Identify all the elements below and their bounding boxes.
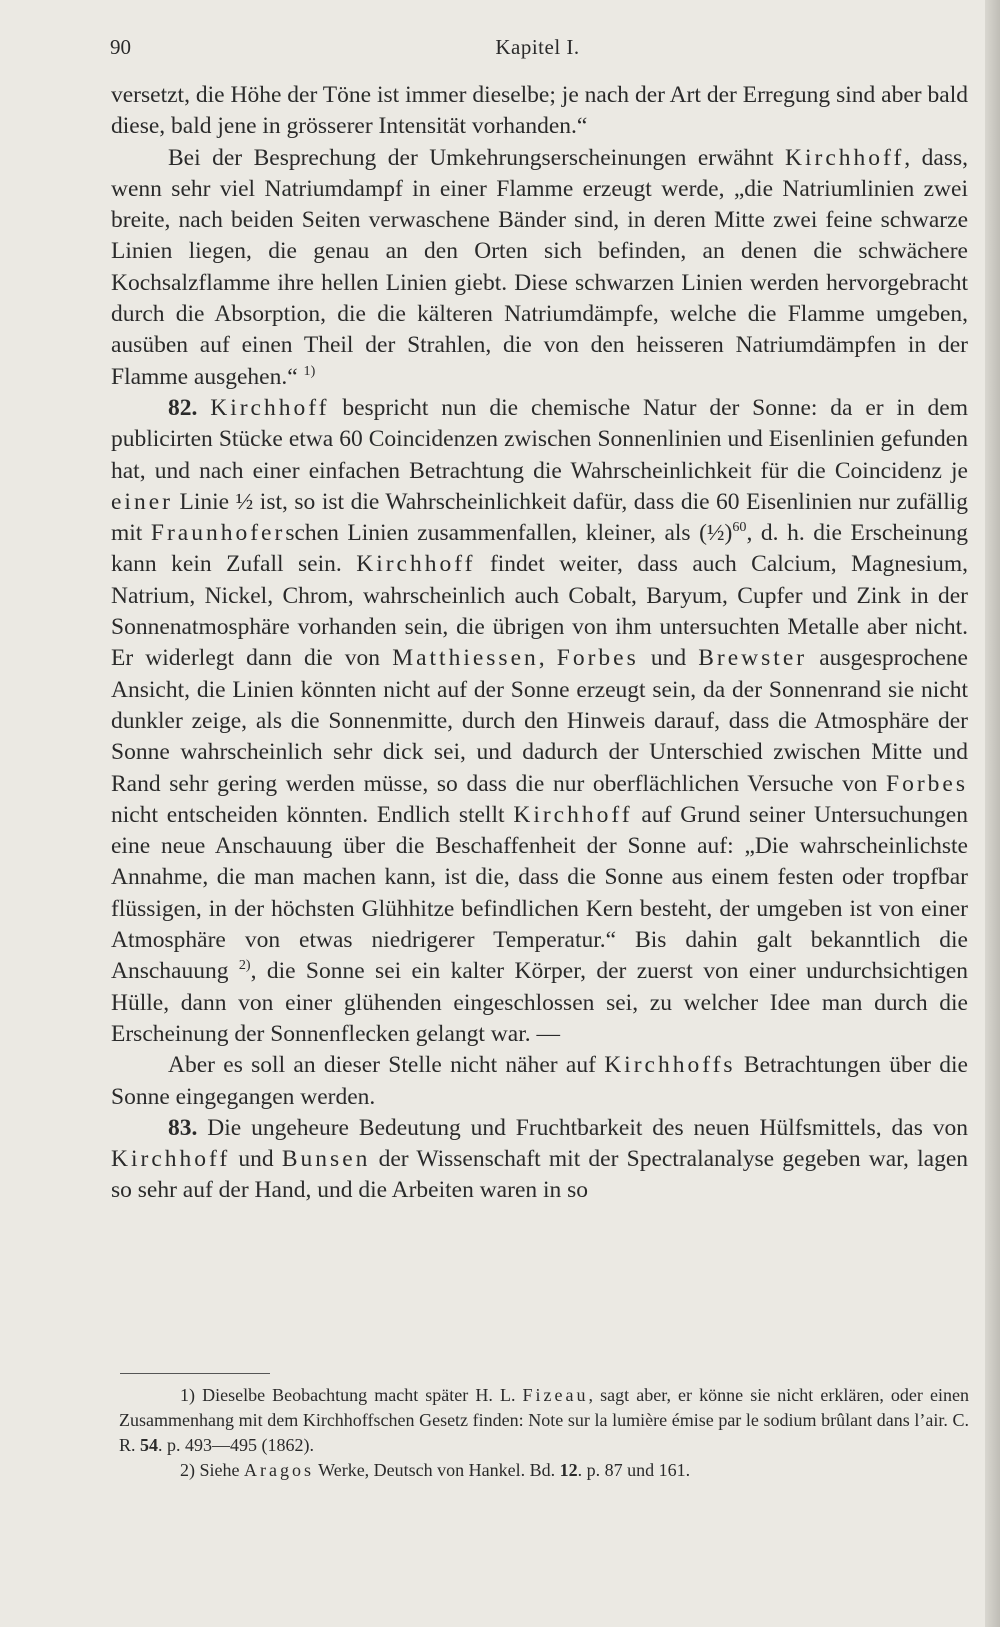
volume-number: 12 (559, 1460, 578, 1480)
footnote-2 (119, 1458, 969, 1483)
text-run: bespricht nun die chemische Natur der Sonne: da er in dem publicirten Stücke etwa 60 Coincidenzen zwischen Sonnenlinien und Eisenlinien gefunden hat, und nach einer einfachen Betrachtung die Wahrscheinlichkeit für die Coincidenz je (111, 394, 969, 484)
author-name: Kirchhoff (785, 144, 905, 171)
text-run: . p. 493—495 (1862). (158, 1435, 315, 1455)
text-run: findet weiter, dass auch Calcium, Magnesium, Natrium, Nickel, Chrom, wahrscheinlich auch Cobalt, Baryum, Cupfer und Zink in der Sonnenatmosphäre vorhanden sein, die übrigen von ihm untersuchten Metalle aber nicht. Er widerlegt dann die von (111, 551, 968, 672)
exponent: 60 (732, 519, 747, 536)
author-name: Aragos (243, 1460, 314, 1480)
text-run: Die ungeheure Bedeutung und Fruchtbarkeit des neuen Hülfsmittels, das von (197, 1114, 968, 1141)
text-run: 1) Dieselbe Beobachtung macht später H. L. (180, 1385, 523, 1405)
author-name: Forbes (886, 770, 968, 797)
author-name: Forbes (556, 645, 639, 672)
text-run: ausgesprochene Ansicht, die Linien könnten nicht auf der Sonne erzeugt sein, da der Sonnenrand sie nicht dunkler zeige, als die Sonnenmitte, durch den Hinweis darauf, dass die Atmosphäre der Sonne wahrscheinlich sehr dick sei, und dadurch der Unterschied zwischen Mitte und Rand sehr gering werden müsse, so dass die nur oberflächlichen Versuche von (111, 645, 968, 797)
fraction: ½ (235, 488, 254, 515)
author-name: Kirchhoff (356, 551, 476, 578)
text-run: Aber es soll an dieser Stelle nicht näher auf (168, 1052, 605, 1079)
paragraph (111, 393, 968, 1050)
text-run: Linie (172, 488, 236, 515)
author-name: Kirchhoff (210, 394, 330, 421)
text-run: 2) Siehe (180, 1460, 244, 1480)
text-run: , die Sonne sei ein kalter Körper, der zuerst von einer undurchsichtigen Hülle, dann von einer glühenden eingeschlossen sei, zu welcher Idee man durch die Erscheinung der Sonnenflecken gelangt war. — (111, 958, 969, 1047)
text-run: . p. 87 und 161. (577, 1460, 691, 1480)
volume-number: 54 (140, 1435, 159, 1455)
footnote-ref: 2) (238, 957, 251, 974)
section-number: 83. (168, 1114, 198, 1141)
author-name: Matthiessen (392, 645, 539, 672)
page-edge (985, 0, 1000, 1627)
text-run: Betrachtungen über die Sonne eingegangen werden. (111, 1052, 968, 1110)
text-run: nicht entscheiden könnten. Endlich stellt (111, 801, 514, 828)
author-name: Bunsen (281, 1146, 371, 1173)
text-run: ist, so ist die Wahrscheinlichkeit dafür, dass die 60 Eisenlinien nur zufällig mit (111, 488, 968, 547)
paragraph (111, 1050, 968, 1113)
text-run: und (230, 1146, 282, 1173)
footnotes (119, 1383, 969, 1483)
author-name: Fraunhofer (150, 520, 286, 547)
text-run: , sagt aber, er könne sie nicht erklären, oder einen Zusammenhang mit dem Kirchhoffschen Gesetz finden: Note sur la lumière émise par le sodium brûlant dans l’air. C. R. (119, 1385, 969, 1455)
text-run: auf Grund seiner Untersuchungen eine neue Anschauung über die Beschaffenheit der Sonne auf: „Die wahrscheinlichste Annahme, die man machen kann, ist die, dass die Sonne aus einem festen oder tropfbar flüssigen, in der höchsten Glühhitze befindlichen Kern besteht, der umgeben ist von einer Atmosphäre von etwas niedrigerer Temperatur.“ Bis dahin galt bekanntlich die Anschauung (111, 801, 968, 985)
text-run: schen Linien zusammenfallen, kleiner, als (½) (285, 520, 733, 547)
paragraph (111, 143, 968, 393)
section-number: 82. (168, 394, 198, 421)
text-run: , d. h. die Erscheinung kann kein Zufall sein. (111, 520, 968, 578)
text-run: , dass, wenn sehr viel Natriumdampf in einer Flamme erzeugt werde, „die Natriumlinien zwei breite, nach beiden Seiten verwaschene Bänder sind, in deren Mitte zwei feine schwarze Linien liegen, die genau an den Orten sich befinden, an denen die schwächere Kochsalzflamme ihre hellen Linien giebt. Diese schwarzen Linien werden hervorgebracht durch die Absorption, die die kälteren Natriumdämpfe, welche die Flamme umgeben, ausüben auf einen Theil der Strahlen, die von den heisseren Natriumdämpfen in der Flamme ausgehen.“ (111, 144, 968, 390)
paragraph (111, 1113, 968, 1207)
text-run: und (638, 645, 699, 672)
text-run: Bei der Besprechung der Umkehrungserscheinungen erwähnt (168, 144, 786, 171)
footnote-1 (119, 1383, 969, 1458)
chapter-title: Kapitel I. (495, 35, 580, 59)
paragraph-text: versetzt, die Höhe der Töne ist immer dieselbe; je nach der Art der Erregung sind aber bald diese, bald jene in grösserer Intensität vorhanden.“ (111, 82, 968, 140)
footnote-ref: 1) (303, 362, 316, 379)
running-head (110, 35, 965, 65)
author-name: Fizeau (522, 1385, 589, 1405)
author-name: Kirchhoff (111, 1146, 231, 1173)
author-name: Kirchhoff (513, 801, 633, 828)
paragraph (111, 80, 968, 143)
page-number: 90 (110, 35, 131, 59)
text-run: der Wissenschaft mit der Spectralanalyse gegeben war, lagen so sehr auf der Hand, und die Arbeiten waren in so (111, 1146, 969, 1204)
emphasis: einer (111, 488, 173, 515)
text-run: , (538, 645, 557, 672)
author-name: Kirchhoffs (604, 1052, 736, 1079)
footnote-divider (120, 1373, 270, 1374)
text-run: Werke, Deutsch von Hankel. Bd. (313, 1460, 560, 1480)
author-name: Brewster (698, 645, 808, 672)
body-text (111, 80, 968, 1207)
